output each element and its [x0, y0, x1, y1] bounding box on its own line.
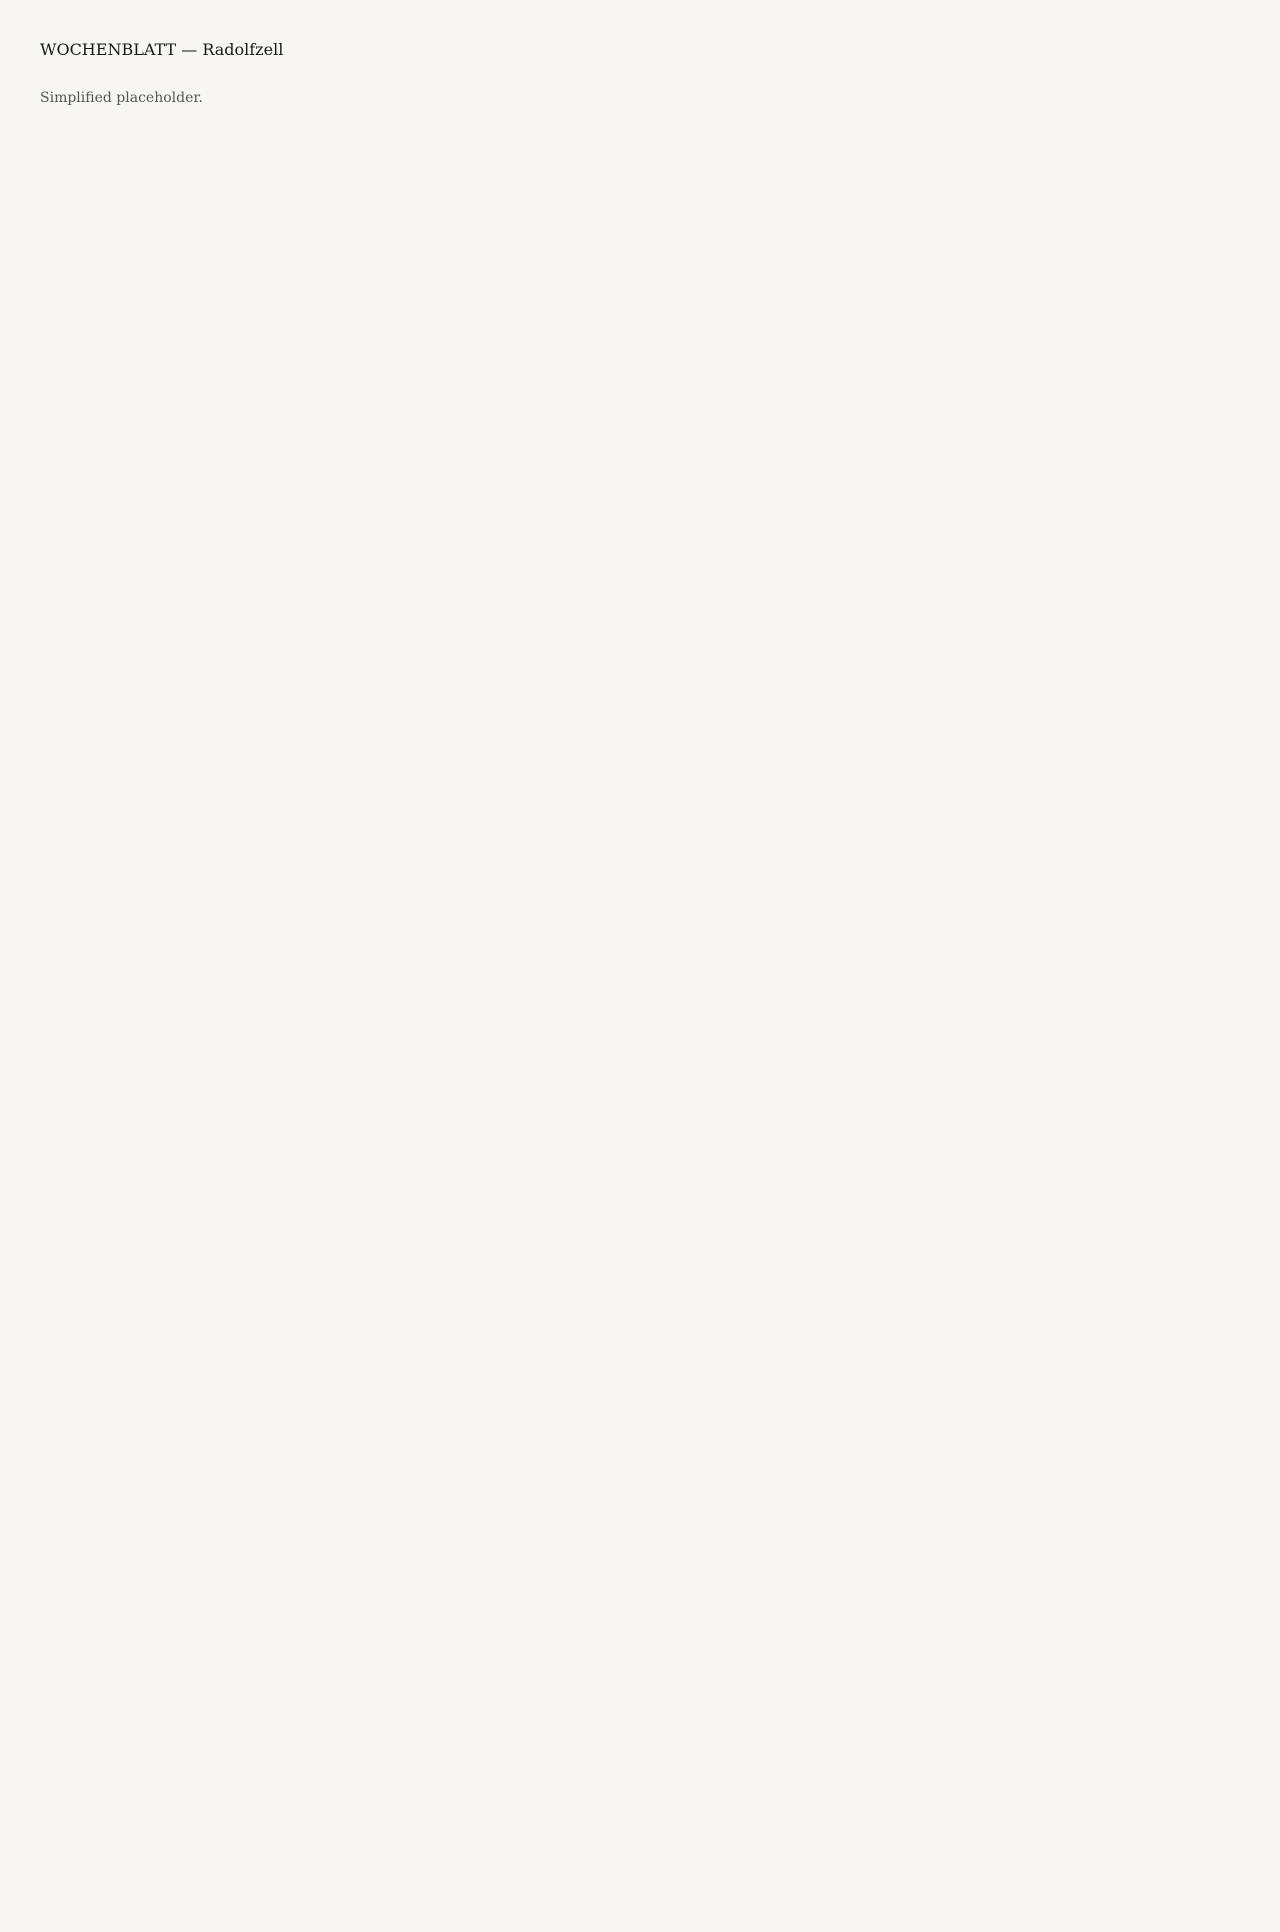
note: Simplified placeholder. — [40, 90, 203, 106]
page-title: WOCHENBLATT — Radolfzell — [40, 40, 284, 59]
